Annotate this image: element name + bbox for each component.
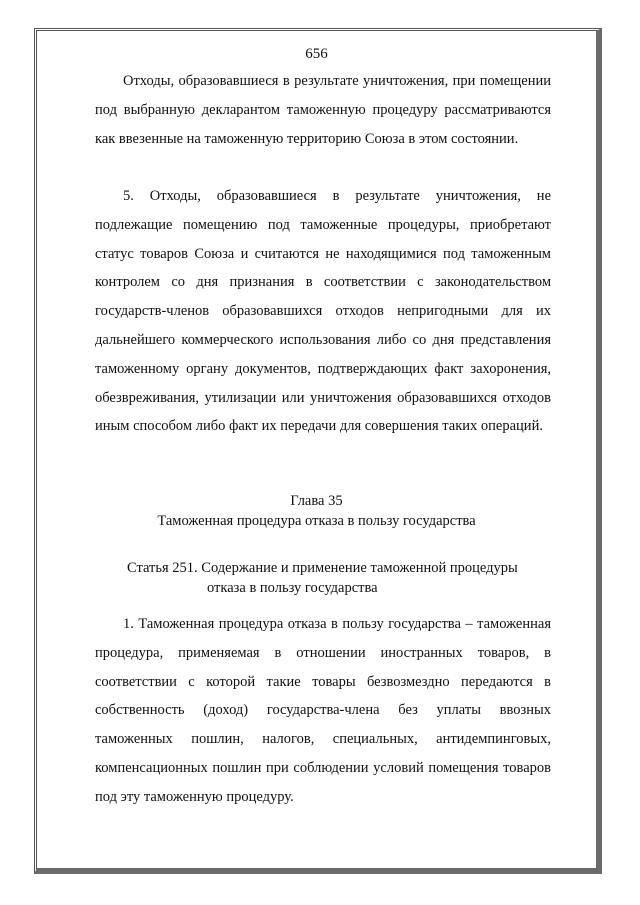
paragraph-5-waste-status: 5. Отходы, образовавшиеся в результате уничтожения, не подлежащие помещению под таможенные процедуры, приобретают статус товаров Союза и считаются не находящимися под таможенным контролем со дня признания в соответствии с законодательством государств-членов образовавшихся отходов непригодными для их дальнейшего коммерческого использования либо со дня представления таможенному органу документов, подтверждающих факт захоронения, обезвреживания, утилизации или уничтожения образовавшихся отходов иным способом либо факт их передачи для совершения таких операций. bbox=[95, 188, 551, 435]
paragraph-1-procedure-definition: 1. Таможенная процедура отказа в пользу государства – таможенная процедура, применяемая в отношении иностранных товаров, в соответствии с которой такие товары безвозмездно передаются в собственность (доход) государства-члена без уплаты ввозных таможенных пошлин, налогов, специальных, антидемпинговых, компенсационных пошлин при соблюдении условий помещения товаров под эту таможенную процедуру. bbox=[95, 616, 551, 805]
chapter-heading bbox=[37, 491, 596, 531]
paragraph-waste-declared: Отходы, образовавшиеся в результате уничтожения, при помещении под выбранную декларантом таможенную процедуру рассматриваются как ввезенные на таможенную территорию Союза в этом состоянии. bbox=[95, 73, 551, 147]
article-title-line-2: отказа в пользу государства bbox=[207, 580, 378, 596]
article-heading bbox=[127, 558, 537, 598]
document-page bbox=[34, 28, 602, 874]
chapter-title: Таможенная процедура отказа в пользу государства bbox=[157, 513, 476, 529]
article-title-line-1: Статья 251. Содержание и применение таможенной процедуры bbox=[127, 560, 518, 576]
page-number: 656 bbox=[305, 46, 328, 62]
chapter-label: Глава 35 bbox=[290, 493, 343, 509]
